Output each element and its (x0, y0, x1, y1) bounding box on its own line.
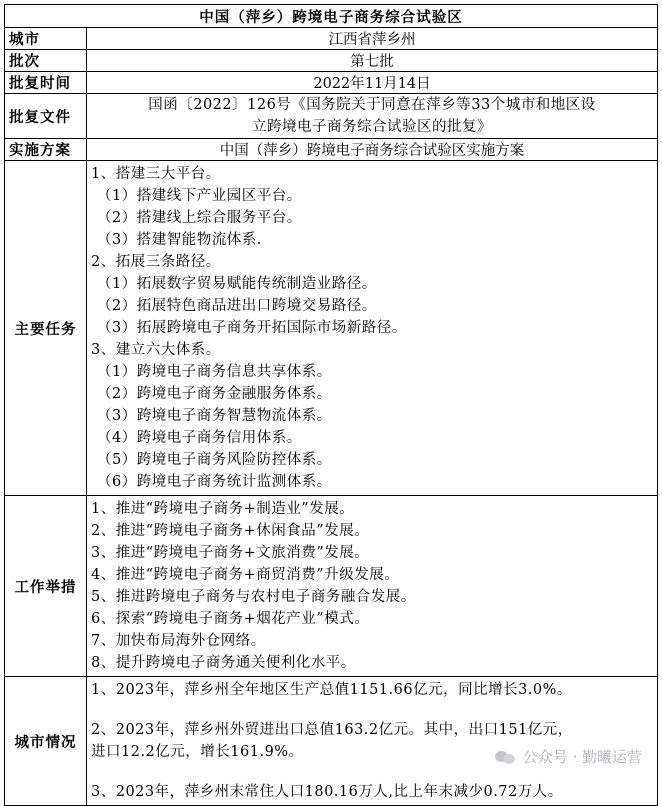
info-table (4, 4, 658, 806)
situation-text (87, 677, 658, 806)
list-item: （3）跨境电子商务智慧物流体系。 (97, 408, 332, 424)
doc-label: 批复文件 (5, 94, 87, 139)
list-item: （2）跨境电子商务金融服务体系。 (97, 386, 332, 402)
city-label: 城市 (5, 28, 87, 50)
paragraph-gap (91, 701, 653, 719)
situation-para-2b: 进口12.2亿元，增长161.9%。 (91, 744, 304, 760)
batch-row (5, 50, 658, 72)
batch-value: 第七批 (87, 50, 658, 72)
plan-row (5, 139, 658, 161)
list-item: 2、拓展三条路径。 (91, 254, 221, 270)
city-value: 江西省萍乡州 (87, 28, 658, 50)
watermark-text: 公众号 · 勤曦运营 (522, 748, 642, 766)
doc-line-1: 国函〔2022〕126号《国务院关于同意在萍乡等33个城市和地区设 (148, 97, 596, 113)
situation-para-3: 3、2023年，萍乡州末常住人口180.16万人,比上年末减少0.72万人。 (91, 784, 563, 800)
doc-row (5, 94, 658, 139)
doc-value (87, 94, 658, 139)
list-item: （4）跨境电子商务信用体系。 (97, 430, 302, 446)
tasks-list (87, 161, 658, 496)
list-item: 3、推进“跨境电子商务+文旅消费”发展。 (91, 545, 370, 561)
list-item: 6、探索“跨境电子商务+烟花产业”模式。 (91, 611, 370, 627)
date-value: 2022年11月14日 (87, 72, 658, 94)
list-item: 5、推进跨境电子商务与农村电子商务融合发展。 (91, 589, 416, 605)
batch-label: 批次 (5, 50, 87, 72)
list-item: （2）搭建线上综合服务平台。 (97, 210, 302, 226)
table-title: 中国（萍乡）跨境电子商务综合试验区 (5, 5, 658, 28)
tasks-label: 主要任务 (5, 161, 87, 496)
situation-label: 城市情况 (5, 677, 87, 806)
city-row (5, 28, 658, 50)
list-item: 3、建立六大体系。 (91, 342, 221, 358)
tasks-row (5, 161, 658, 496)
situation-para-1: 1、2023年，萍乡州全年地区生产总值1151.66亿元，同比增长3.0%。 (91, 682, 572, 698)
list-item: 4、推进“跨境电子商务+商贸消费”升级发展。 (91, 567, 400, 583)
situation-para-2a: 2、2023年，萍乡州外贸进出口总值163.2亿元。其中，出口151亿元， (91, 722, 573, 738)
list-item: 7、加快布局海外仓网络。 (91, 633, 266, 649)
list-item: （6）跨境电子商务统计监测体系。 (97, 474, 332, 490)
plan-value: 中国（萍乡）跨境电子商务综合试验区实施方案 (87, 139, 658, 161)
title-row (5, 5, 658, 28)
list-item: （2）拓展特色商品进出口跨境交易路径。 (97, 298, 377, 314)
list-item: 2、推进“跨境电子商务+休闲食品”发展。 (91, 523, 370, 539)
measures-row (5, 496, 658, 677)
list-item: （1）拓展数字贸易赋能传统制造业路径。 (97, 276, 377, 292)
list-item: （1）搭建线下产业园区平台。 (97, 188, 302, 204)
list-item: （1）跨境电子商务信息共享体系。 (97, 364, 332, 380)
wechat-icon (495, 749, 517, 765)
list-item: 8、提升跨境电子商务通关便利化水平。 (91, 655, 356, 671)
list-item: 1、搭建三大平台。 (91, 166, 221, 182)
list-item: （5）跨境电子商务风险防控体系。 (97, 452, 332, 468)
watermark (495, 746, 642, 767)
measures-label: 工作举措 (5, 496, 87, 677)
list-item: 1、推进“跨境电子商务+制造业”发展。 (91, 501, 355, 517)
plan-label: 实施方案 (5, 139, 87, 161)
measures-list (87, 496, 658, 677)
list-item: （3）搭建智能物流体系. (97, 232, 262, 248)
situation-row (5, 677, 658, 806)
date-label: 批复时间 (5, 72, 87, 94)
date-row (5, 72, 658, 94)
list-item: （3）拓展跨境电子商务开拓国际市场新路径。 (97, 320, 407, 336)
doc-line-2: 立跨境电子商务综合试验区的批复》 (252, 119, 492, 135)
